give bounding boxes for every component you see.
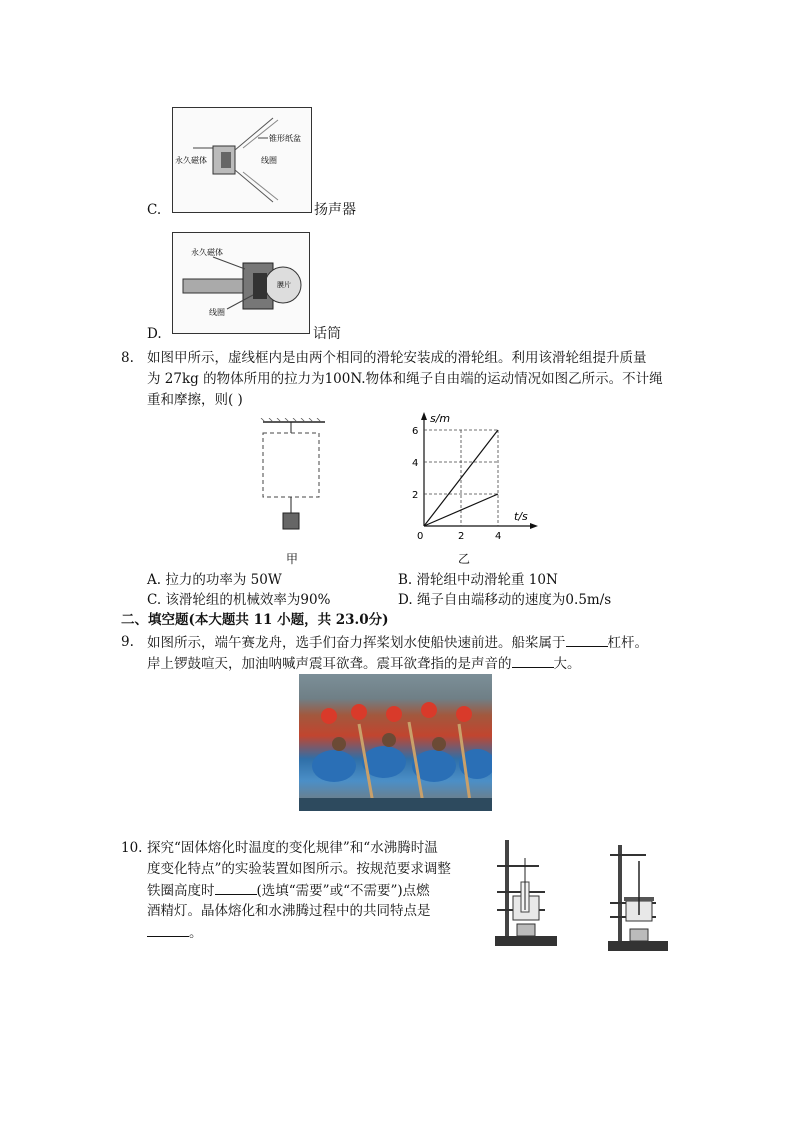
boiling-apparatus — [606, 841, 670, 955]
fig-label: 锥形纸盆 — [269, 134, 301, 143]
y-tick: 4 — [412, 458, 419, 469]
microphone-diagram — [173, 233, 309, 333]
fig-b-label: 乙 — [458, 552, 471, 566]
q9-text: 如图所示，端午赛龙舟，选手们奋力挥桨划水使船快速前进。船桨属于 — [147, 635, 566, 651]
q10-line5 — [147, 922, 203, 943]
speaker-diagram — [173, 108, 311, 212]
fig-label: 膜片 — [277, 281, 291, 289]
rowers-illustration — [299, 674, 492, 811]
q8-stem-line1: 如图甲所示，虚线框内是由两个相同的滑轮安装成的滑轮组。利用该滑轮组提升质量 — [147, 350, 647, 366]
option-c-letter: C. — [147, 202, 162, 218]
melting-apparatus — [493, 836, 559, 950]
y-tick: 6 — [412, 426, 419, 437]
q10-line4: 酒精灯。晶体熔化和水沸腾过程中的共同特点是 — [147, 903, 431, 919]
q8-option-d[interactable] — [398, 590, 611, 610]
fig-label: 永久磁体 — [191, 248, 223, 257]
q10-text: 铁圈高度时 — [147, 883, 215, 899]
q9-line1 — [147, 632, 648, 653]
option-c-caption: 扬声器 — [314, 202, 356, 218]
answer-blank[interactable] — [147, 922, 189, 937]
microphone-figure — [172, 232, 310, 334]
q9-text: 岸上锣鼓喧天，加油呐喊声震耳欲聋。震耳欲聋指的是声音的 — [147, 656, 512, 672]
x-tick: 2 — [458, 531, 465, 540]
q10-text: (选填“需要”或“不需要”)点燃 — [256, 883, 430, 899]
dragon-boat-photo — [299, 674, 492, 811]
fig-label: 线圈 — [209, 308, 225, 317]
q8-option-c[interactable] — [147, 590, 330, 610]
option-letter: C. — [147, 592, 162, 608]
q10-text: 。 — [189, 925, 203, 941]
graph-ylabel: s/m — [430, 412, 451, 425]
answer-blank[interactable] — [512, 653, 554, 668]
q10-number: 10. — [121, 840, 143, 856]
pulley-figure — [255, 418, 335, 538]
q8-stem-line2: 为 27kg 的物体所用的拉力为100N.物体和绳子自由端的运动情况如图乙所示。不计绳 — [147, 371, 663, 387]
answer-blank[interactable] — [215, 880, 257, 895]
q8-stem-line3: 重和摩擦，则( ) — [147, 392, 243, 408]
answer-blank[interactable] — [566, 632, 608, 647]
graph-xlabel: t/s — [514, 510, 528, 523]
option-letter: B. — [398, 572, 413, 588]
option-d-caption: 话筒 — [313, 326, 341, 342]
q10-line2: 度变化特点”的实验装置如图所示。按规范要求调整 — [147, 861, 451, 877]
option-text: 该滑轮组的机械效率为90% — [165, 592, 331, 608]
option-text: 绳子自由端移动的速度为0.5m/s — [416, 592, 612, 608]
q10-line3 — [147, 880, 430, 901]
q9-number: 9. — [121, 634, 134, 650]
fig-label: 线圈 — [261, 156, 277, 165]
x-tick: 0 — [417, 531, 424, 540]
q8-option-a[interactable] — [147, 570, 282, 590]
q8-number: 8. — [121, 350, 134, 366]
section-heading: 二、填空题(本大题共 11 小题，共 23.0分) — [121, 612, 389, 628]
q9-text: 大。 — [553, 656, 581, 672]
option-text: 拉力的功率为 50W — [165, 572, 282, 588]
y-tick: 2 — [412, 490, 419, 501]
q10-line1: 探究“固体熔化时温度的变化规律”和“水沸腾时温 — [147, 840, 438, 856]
q9-line2 — [147, 653, 581, 674]
option-letter: D. — [398, 592, 413, 608]
option-text: 滑轮组中动滑轮重 10N — [416, 572, 558, 588]
st-graph — [402, 410, 542, 540]
option-letter: A. — [147, 572, 162, 588]
fig-a-label: 甲 — [286, 552, 299, 566]
q8-option-b[interactable] — [398, 570, 558, 590]
option-d-letter: D. — [147, 326, 162, 342]
fig-label: 永久磁体 — [175, 156, 207, 165]
x-tick: 4 — [495, 531, 502, 540]
speaker-figure — [172, 107, 312, 213]
q9-text: 杠杆。 — [607, 635, 648, 651]
